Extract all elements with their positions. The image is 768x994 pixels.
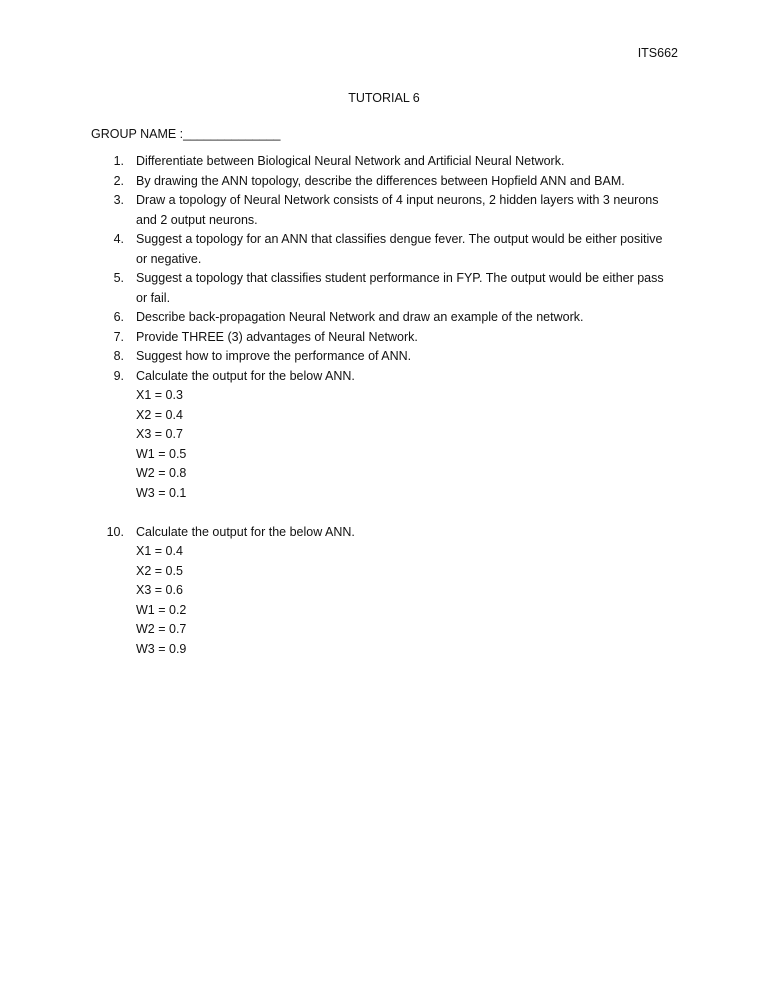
question-item xyxy=(0,347,768,367)
variable-list xyxy=(136,542,768,659)
question-number: 1. xyxy=(113,154,124,168)
course-code: ITS662 xyxy=(637,46,678,60)
question-text: Provide THREE (3) advantages of Neural Network. xyxy=(136,329,418,344)
group-name-field: GROUP NAME :______________ xyxy=(91,127,281,141)
question-number: 6. xyxy=(113,310,124,324)
variable-value: X2 = 0.4 xyxy=(136,407,183,422)
question-text: Suggest a topology that classifies student performance in FYP. The output would be either pass or fail. xyxy=(136,271,664,305)
variable-value: W2 = 0.8 xyxy=(136,466,187,480)
variable-value: W2 = 0.7 xyxy=(136,622,187,636)
question-text: Calculate the output for the below ANN. xyxy=(136,524,355,539)
question-number: 10. xyxy=(106,524,124,539)
question-text: Differentiate between Biological Neural Network and Artificial Neural Network. xyxy=(136,154,565,168)
question-number: 7. xyxy=(113,329,124,344)
question-text: Suggest a topology for an ANN that classifies dengue fever. The output would be either positive or negative. xyxy=(136,232,663,266)
variable-value: W3 = 0.9 xyxy=(136,641,187,656)
question-text: Describe back-propagation Neural Network and draw an example of the network. xyxy=(136,310,584,324)
question-item xyxy=(0,328,768,348)
question-text: Suggest how to improve the performance of ANN. xyxy=(136,349,412,363)
question-item xyxy=(0,269,768,308)
question-item xyxy=(0,523,768,660)
question-number: 2. xyxy=(113,173,124,188)
question-item xyxy=(0,152,768,172)
question-text: Calculate the output for the below ANN. xyxy=(136,368,355,383)
question-number: 9. xyxy=(113,368,124,383)
question-item xyxy=(0,191,768,230)
variable-value: X3 = 0.7 xyxy=(136,427,183,441)
question-text: By drawing the ANN topology, describe the differences between Hopfield ANN and BAM. xyxy=(136,173,625,188)
variable-value: X3 = 0.6 xyxy=(136,583,183,597)
variable-list xyxy=(136,386,768,503)
variable-value: X1 = 0.4 xyxy=(136,544,183,558)
question-number: 3. xyxy=(113,193,124,207)
question-list xyxy=(0,152,768,659)
question-item xyxy=(0,308,768,328)
question-number: 8. xyxy=(113,349,124,363)
variable-value: X2 = 0.5 xyxy=(136,563,183,578)
question-text: Draw a topology of Neural Network consists of 4 input neurons, 2 hidden layers with 3 neurons and 2 output neurons. xyxy=(136,193,659,227)
question-item xyxy=(0,230,768,269)
question-number: 4. xyxy=(113,232,124,246)
variable-value: W1 = 0.5 xyxy=(136,446,187,461)
variable-value: W3 = 0.1 xyxy=(136,485,187,500)
question-number: 5. xyxy=(113,271,124,285)
spacer xyxy=(0,503,768,523)
variable-value: W1 = 0.2 xyxy=(136,602,187,617)
question-item xyxy=(0,172,768,192)
variable-value: X1 = 0.3 xyxy=(136,388,183,402)
page-title: TUTORIAL 6 xyxy=(348,91,420,105)
question-item xyxy=(0,367,768,504)
